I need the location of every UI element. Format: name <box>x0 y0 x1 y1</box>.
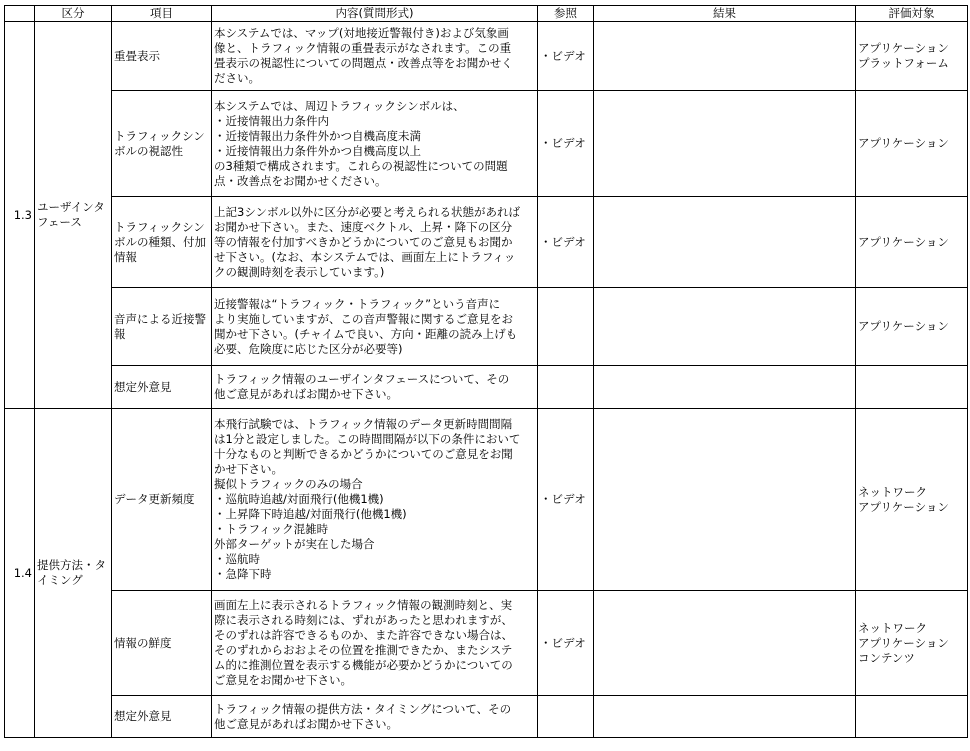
header-num <box>5 6 35 22</box>
result-cell[interactable] <box>594 91 856 197</box>
content-cell: トラフィック情報の提供方法・タイミングについて、その 他ご意見があればお聞かせ下さい。 <box>212 696 538 738</box>
content-cell: 近接警報は“トラフィック・トラフィック”という音声に より実施していますが、この音声警報に関するご意見をお 聞かせ下さい。(チャイムで良い、方向・距離の読み上げも 必要、危険度に応じた区分が必要等) <box>212 288 538 366</box>
target-cell: アプリケーション プラットフォーム <box>856 22 968 91</box>
table-row <box>5 409 968 591</box>
item-cell: 音声による近接警 報 <box>112 288 212 366</box>
table-row <box>5 22 968 91</box>
content-cell: トラフィック情報のユーザインタフェースについて、その 他ご意見があればお聞かせ下さい。 <box>212 366 538 409</box>
reference-cell <box>538 288 594 366</box>
target-cell: ネットワーク アプリケーション コンテンツ <box>856 591 968 696</box>
reference-cell <box>538 696 594 738</box>
header-category: 区分 <box>35 6 112 22</box>
item-cell: 想定外意見 <box>112 696 212 738</box>
content-cell: 本飛行試験では、トラフィック情報のデータ更新時間間隔 は1分と設定しました。この時間間隔が以下の条件において 十分なものと判断できるかどうかについてのご意見をお聞 かせ下さい。 擬似トラフィックのみの場合 ・巡航時追越/対面飛行(他機1機) ・上昇降下時追越/対面飛行(他機1機) ・トラフィック混雑時 外部ターゲットが実在した場合 ・巡航時 ・急降下時 <box>212 409 538 591</box>
content-cell: 画面左上に表示されるトラフィック情報の観測時刻と、実 際に表示される時刻には、ずれがあったと思われますが、 そのずれは許容できるものか、また許容できない場合は、 そのずれからおおよその位置を推測できたか、またシステ ム的に推測位置を表示する機能が必要かどうかについての ご意見をお聞かせ下さい。 <box>212 591 538 696</box>
target-cell: アプリケーション <box>856 91 968 197</box>
section-category: 提供方法・タ イミング <box>35 409 112 738</box>
section-category: ユーザインタ フェース <box>35 22 112 409</box>
table-row <box>5 197 968 288</box>
content-cell: 本システムでは、周辺トラフィックシンボルは、 ・近接情報出力条件内 ・近接情報出力条件外かつ自機高度未満 ・近接情報出力条件外かつ自機高度以上 の3種類で構成されます。これらの視認性についての問題 点・改善点をお聞かせください。 <box>212 91 538 197</box>
header-item: 項目 <box>112 6 212 22</box>
result-cell[interactable] <box>594 409 856 591</box>
item-cell: 重畳表示 <box>112 22 212 91</box>
item-cell: トラフィックシン ボルの視認性 <box>112 91 212 197</box>
result-cell[interactable] <box>594 197 856 288</box>
item-cell: 情報の鮮度 <box>112 591 212 696</box>
evaluation-sheet <box>4 5 968 738</box>
header-reference: 参照 <box>538 6 594 22</box>
result-cell[interactable] <box>594 288 856 366</box>
header-target: 評価対象 <box>856 6 968 22</box>
content-cell: 上記3シンボル以外に区分が必要と考えられる状態があれば お聞かせ下さい。また、速度ベクトル、上昇・降下の区分 等の情報を付加すべきかどうかについてのご意見もお聞か せ下さい。(なお、本システムでは、画面左上にトラフィッ クの観測時刻を表示しています。) <box>212 197 538 288</box>
table-row <box>5 591 968 696</box>
item-cell: データ更新頻度 <box>112 409 212 591</box>
target-cell: アプリケーション <box>856 197 968 288</box>
item-cell: トラフィックシン ボルの種類、付加 情報 <box>112 197 212 288</box>
reference-cell <box>538 366 594 409</box>
header-result: 結果 <box>594 6 856 22</box>
target-cell <box>856 366 968 409</box>
target-cell: アプリケーション <box>856 288 968 366</box>
reference-cell: ・ビデオ <box>538 591 594 696</box>
header-row <box>5 6 968 22</box>
reference-cell: ・ビデオ <box>538 409 594 591</box>
reference-cell: ・ビデオ <box>538 91 594 197</box>
table-row <box>5 288 968 366</box>
target-cell: ネットワーク アプリケーション <box>856 409 968 591</box>
reference-cell: ・ビデオ <box>538 22 594 91</box>
result-cell[interactable] <box>594 591 856 696</box>
content-cell: 本システムでは、マップ(対地接近警報付き)および気象画 像と、トラフィック情報の重畳表示がなされます。この重 畳表示の視認性についての問題点・改善点等をお聞かせく ださい。 <box>212 22 538 91</box>
table-row <box>5 91 968 197</box>
table-row <box>5 366 968 409</box>
reference-cell: ・ビデオ <box>538 197 594 288</box>
result-cell[interactable] <box>594 366 856 409</box>
section-number: 1.4 <box>5 409 35 738</box>
result-cell[interactable] <box>594 22 856 91</box>
result-cell[interactable] <box>594 696 856 738</box>
section-number: 1.3 <box>5 22 35 409</box>
table-row <box>5 696 968 738</box>
target-cell <box>856 696 968 738</box>
item-cell: 想定外意見 <box>112 366 212 409</box>
header-content: 内容(質問形式) <box>212 6 538 22</box>
